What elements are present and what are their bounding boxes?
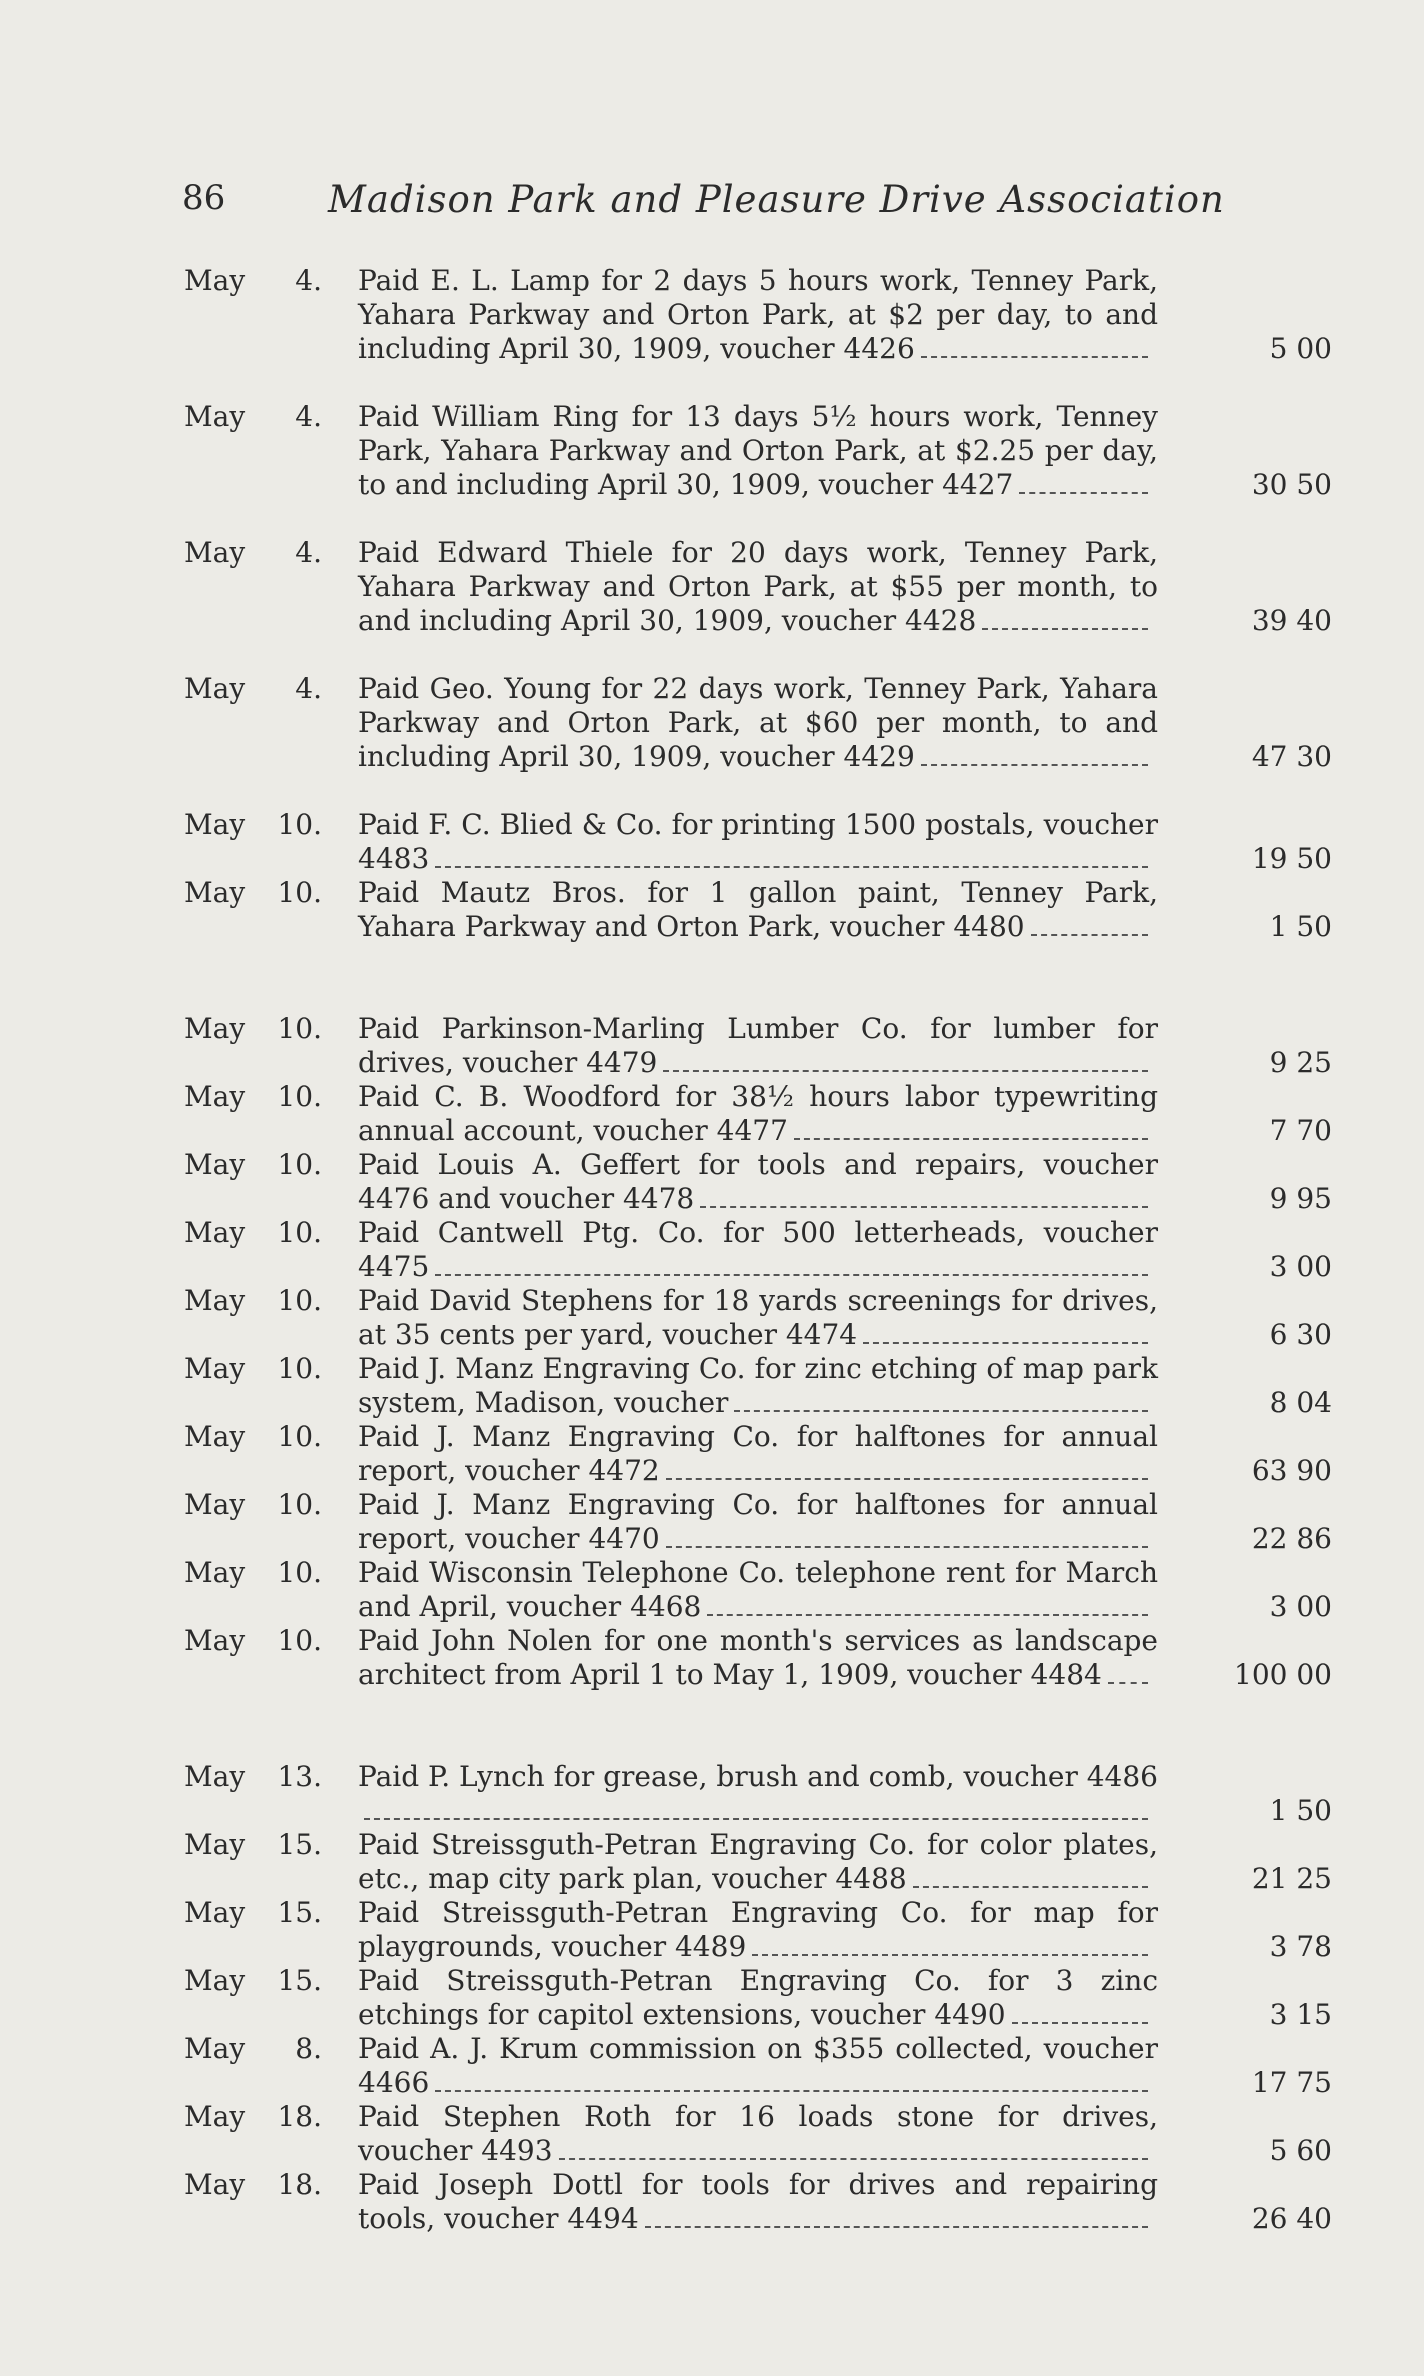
entry-text: Paid Mautz Bros. for 1 gallon paint, Tenney Park, Yahara Parkway and Orton Park, voucher 4480 (358, 876, 1158, 943)
entry-month: May (184, 1556, 246, 1589)
entry-day: 10. (277, 1352, 322, 1385)
dotted-leader (435, 1274, 1148, 1276)
entry-amount: 5 00 (1269, 332, 1332, 365)
entry-text: Paid David Stephens for 18 yards screenings for drives, at 35 cents per yard, voucher 4474 (358, 1284, 1158, 1351)
entry-description (358, 1420, 1158, 1488)
entry-description (358, 1624, 1158, 1692)
entry-description (358, 1012, 1158, 1080)
entry-text: Paid Edward Thiele for 20 days work, Tenney Park, Yahara Parkway and Orton Park, at $55 per month, to and including April 30, 1909, voucher 4428 (358, 536, 1158, 637)
dotted-leader (1019, 492, 1148, 494)
entry-day: 10. (277, 1488, 322, 1521)
dotted-leader (700, 1206, 1148, 1208)
ledger-entry (0, 2032, 1424, 2100)
entry-description (358, 1964, 1158, 2032)
entry-month: May (184, 536, 246, 569)
dotted-leader (435, 866, 1148, 868)
entry-description (358, 536, 1158, 638)
entry-day: 10. (277, 1284, 322, 1317)
entry-text: Paid Joseph Dottl for tools for drives and repairing tools, voucher 4494 (358, 2168, 1158, 2235)
entry-description (358, 1488, 1158, 1556)
entry-day: 4. (295, 672, 322, 705)
ledger-entry (0, 1352, 1424, 1420)
entry-text: Paid Stephen Roth for 16 loads stone for drives, voucher 4493 (358, 2100, 1158, 2167)
entry-text: Paid Streissguth-Petran Engraving Co. for color plates, etc., map city park plan, voucher 4488 (358, 1828, 1158, 1895)
entry-day: 10. (277, 1080, 322, 1113)
entry-month: May (184, 1624, 246, 1657)
running-title: Madison Park and Pleasure Drive Association (328, 178, 1225, 221)
ledger-entry (0, 876, 1424, 944)
entry-text: Paid John Nolen for one month's services as landscape architect from April 1 to May 1, 1909, voucher 4484 (358, 1624, 1158, 1691)
entry-text: Paid F. C. Blied & Co. for printing 1500 postals, voucher 4483 (358, 808, 1158, 875)
entry-amount: 26 40 (1251, 2202, 1332, 2235)
ledger-entry (0, 808, 1424, 876)
entry-amount: 19 50 (1251, 842, 1332, 875)
entry-description (358, 2032, 1158, 2100)
ledger-entry (0, 2100, 1424, 2168)
entry-amount: 3 15 (1269, 1998, 1332, 2031)
entry-description (358, 1556, 1158, 1624)
entry-description (358, 876, 1158, 944)
entry-day: 10. (277, 1012, 322, 1045)
entry-amount: 7 70 (1269, 1114, 1332, 1147)
entry-amount: 3 78 (1269, 1930, 1332, 1963)
ledger-entry (0, 1896, 1424, 1964)
entry-day: 10. (277, 876, 322, 909)
entry-amount: 30 50 (1251, 468, 1332, 501)
page-header (0, 178, 1424, 228)
entry-text: Paid J. Manz Engraving Co. for zinc etching of map park system, Madison, voucher (358, 1352, 1158, 1419)
entry-day: 10. (277, 1420, 322, 1453)
dotted-leader (559, 2158, 1148, 2160)
entry-day: 18. (277, 2168, 322, 2201)
dotted-leader (666, 1546, 1148, 1548)
entry-month: May (184, 2100, 246, 2133)
dotted-leader (863, 1342, 1148, 1344)
entry-text: Paid J. Manz Engraving Co. for halftones for annual report, voucher 4472 (358, 1420, 1158, 1487)
entry-amount: 1 50 (1269, 1794, 1332, 1827)
entry-amount: 47 30 (1251, 740, 1332, 773)
ledger-entry (0, 1216, 1424, 1284)
entry-month: May (184, 2032, 246, 2065)
entry-month: May (184, 1760, 246, 1793)
ledger-entry (0, 1556, 1424, 1624)
entry-day: 10. (277, 1624, 322, 1657)
entry-day: 13. (277, 1760, 322, 1793)
entry-amount: 6 30 (1269, 1318, 1332, 1351)
entry-amount: 39 40 (1251, 604, 1332, 637)
entry-amount: 63 90 (1251, 1454, 1332, 1487)
ledger-entry (0, 264, 1424, 366)
entry-text: Paid Streissguth-Petran Engraving Co. for map for playgrounds, voucher 4489 (358, 1896, 1158, 1963)
entry-day: 10. (277, 1556, 322, 1589)
entry-text: Paid Wisconsin Telephone Co. telephone rent for March and April, voucher 4468 (358, 1556, 1158, 1623)
entry-day: 4. (295, 264, 322, 297)
ledger-entry (0, 1284, 1424, 1352)
entry-day: 18. (277, 2100, 322, 2133)
entry-amount: 1 50 (1269, 910, 1332, 943)
entry-text: Paid J. Manz Engraving Co. for halftones for annual report, voucher 4470 (358, 1488, 1158, 1555)
entry-day: 4. (295, 400, 322, 433)
entry-day: 15. (277, 1828, 322, 1861)
ledger-entry (0, 1828, 1424, 1896)
entry-description (358, 1760, 1158, 1828)
entry-month: May (184, 1896, 246, 1929)
entry-day: 15. (277, 1964, 322, 1997)
entry-text: Paid Streissguth-Petran Engraving Co. for 3 zinc etchings for capitol extensions, voucher 4490 (358, 1964, 1158, 2031)
entry-text: Paid Louis A. Geffert for tools and repairs, voucher 4476 and voucher 4478 (358, 1148, 1158, 1215)
entry-month: May (184, 1216, 246, 1249)
entry-description (358, 1216, 1158, 1284)
entry-month: May (184, 1352, 246, 1385)
ledger-entry (0, 1624, 1424, 1692)
entry-month: May (184, 672, 246, 705)
entry-amount: 5 60 (1269, 2134, 1332, 2167)
entry-text: Paid A. J. Krum commission on $355 collected, voucher 4466 (358, 2032, 1158, 2099)
entry-month: May (184, 808, 246, 841)
ledger-entry (0, 1148, 1424, 1216)
dotted-leader (982, 628, 1148, 630)
entry-month: May (184, 1828, 246, 1861)
entry-description (358, 1148, 1158, 1216)
dotted-leader (794, 1138, 1148, 1140)
entry-month: May (184, 1284, 246, 1317)
dotted-leader (645, 2226, 1148, 2228)
dotted-leader (921, 764, 1148, 766)
entry-amount: 9 25 (1269, 1046, 1332, 1079)
dotted-leader (364, 1818, 1148, 1820)
dotted-leader (752, 1954, 1148, 1956)
entry-description (358, 264, 1158, 366)
entry-day: 15. (277, 1896, 322, 1929)
entry-description (358, 2100, 1158, 2168)
ledger-entry (0, 2168, 1424, 2236)
entry-description (358, 672, 1158, 774)
entry-description (358, 400, 1158, 502)
entry-day: 4. (295, 536, 322, 569)
entry-day: 8. (295, 2032, 322, 2065)
entry-amount: 9 95 (1269, 1182, 1332, 1215)
entry-text: Paid Geo. Young for 22 days work, Tenney Park, Yahara Parkway and Orton Park, at $60 per month, to and including April 30, 1909, voucher 4429 (358, 672, 1158, 773)
entry-amount: 22 86 (1251, 1522, 1332, 1555)
entry-amount: 100 00 (1234, 1658, 1332, 1691)
entry-text: Paid C. B. Woodford for 38½ hours labor typewriting annual account, voucher 4477 (358, 1080, 1158, 1147)
entry-day: 10. (277, 808, 322, 841)
entry-amount: 3 00 (1269, 1250, 1332, 1283)
ledger-entry (0, 1488, 1424, 1556)
ledger-entry (0, 672, 1424, 774)
entry-description (358, 1284, 1158, 1352)
ledger-entry (0, 1080, 1424, 1148)
entry-day: 10. (277, 1148, 322, 1181)
ledger-entry (0, 400, 1424, 502)
entry-description (358, 1352, 1158, 1420)
entry-month: May (184, 876, 246, 909)
entry-amount: 3 00 (1269, 1590, 1332, 1623)
entry-text: Paid Cantwell Ptg. Co. for 500 letterheads, voucher 4475 (358, 1216, 1158, 1283)
entry-text: Paid William Ring for 13 days 5½ hours work, Tenney Park, Yahara Parkway and Orton Park, at $2.25 per day, to and including April 30, 1909, voucher 4427 (358, 400, 1158, 501)
entry-month: May (184, 400, 246, 433)
ledger-entry (0, 1964, 1424, 2032)
dotted-leader (666, 1478, 1148, 1480)
dotted-leader (1108, 1682, 1148, 1684)
entry-month: May (184, 1964, 246, 1997)
dotted-leader (707, 1614, 1148, 1616)
dotted-leader (734, 1410, 1148, 1412)
entry-month: May (184, 2168, 246, 2201)
dotted-leader (1012, 2022, 1148, 2024)
entry-month: May (184, 1148, 246, 1181)
entry-month: May (184, 1012, 246, 1045)
entry-description (358, 2168, 1158, 2236)
dotted-leader (1031, 934, 1148, 936)
entry-description (358, 808, 1158, 876)
entry-text: Paid Parkinson-Marling Lumber Co. for lumber for drives, voucher 4479 (358, 1012, 1158, 1079)
entry-amount: 21 25 (1251, 1862, 1332, 1895)
dotted-leader (913, 1886, 1148, 1888)
entry-month: May (184, 1420, 246, 1453)
entry-description (358, 1896, 1158, 1964)
ledger-entry (0, 536, 1424, 638)
entry-amount: 8 04 (1269, 1386, 1332, 1419)
entry-description (358, 1080, 1158, 1148)
entry-description (358, 1828, 1158, 1896)
entry-month: May (184, 1080, 246, 1113)
ledger-entry (0, 1012, 1424, 1080)
entry-month: May (184, 264, 246, 297)
entry-text: Paid P. Lynch for grease, brush and comb, voucher 4486 (358, 1760, 1158, 1793)
entry-month: May (184, 1488, 246, 1521)
dotted-leader (921, 356, 1148, 358)
entry-day: 10. (277, 1216, 322, 1249)
entry-text: Paid E. L. Lamp for 2 days 5 hours work, Tenney Park, Yahara Parkway and Orton Park, at $2 per day, to and including April 30, 1909, voucher 4426 (358, 264, 1158, 365)
page-number: 86 (182, 178, 226, 218)
entry-amount: 17 75 (1251, 2066, 1332, 2099)
ledger-entry (0, 1420, 1424, 1488)
dotted-leader (663, 1070, 1148, 1072)
dotted-leader (435, 2090, 1148, 2092)
ledger-entry (0, 1760, 1424, 1828)
